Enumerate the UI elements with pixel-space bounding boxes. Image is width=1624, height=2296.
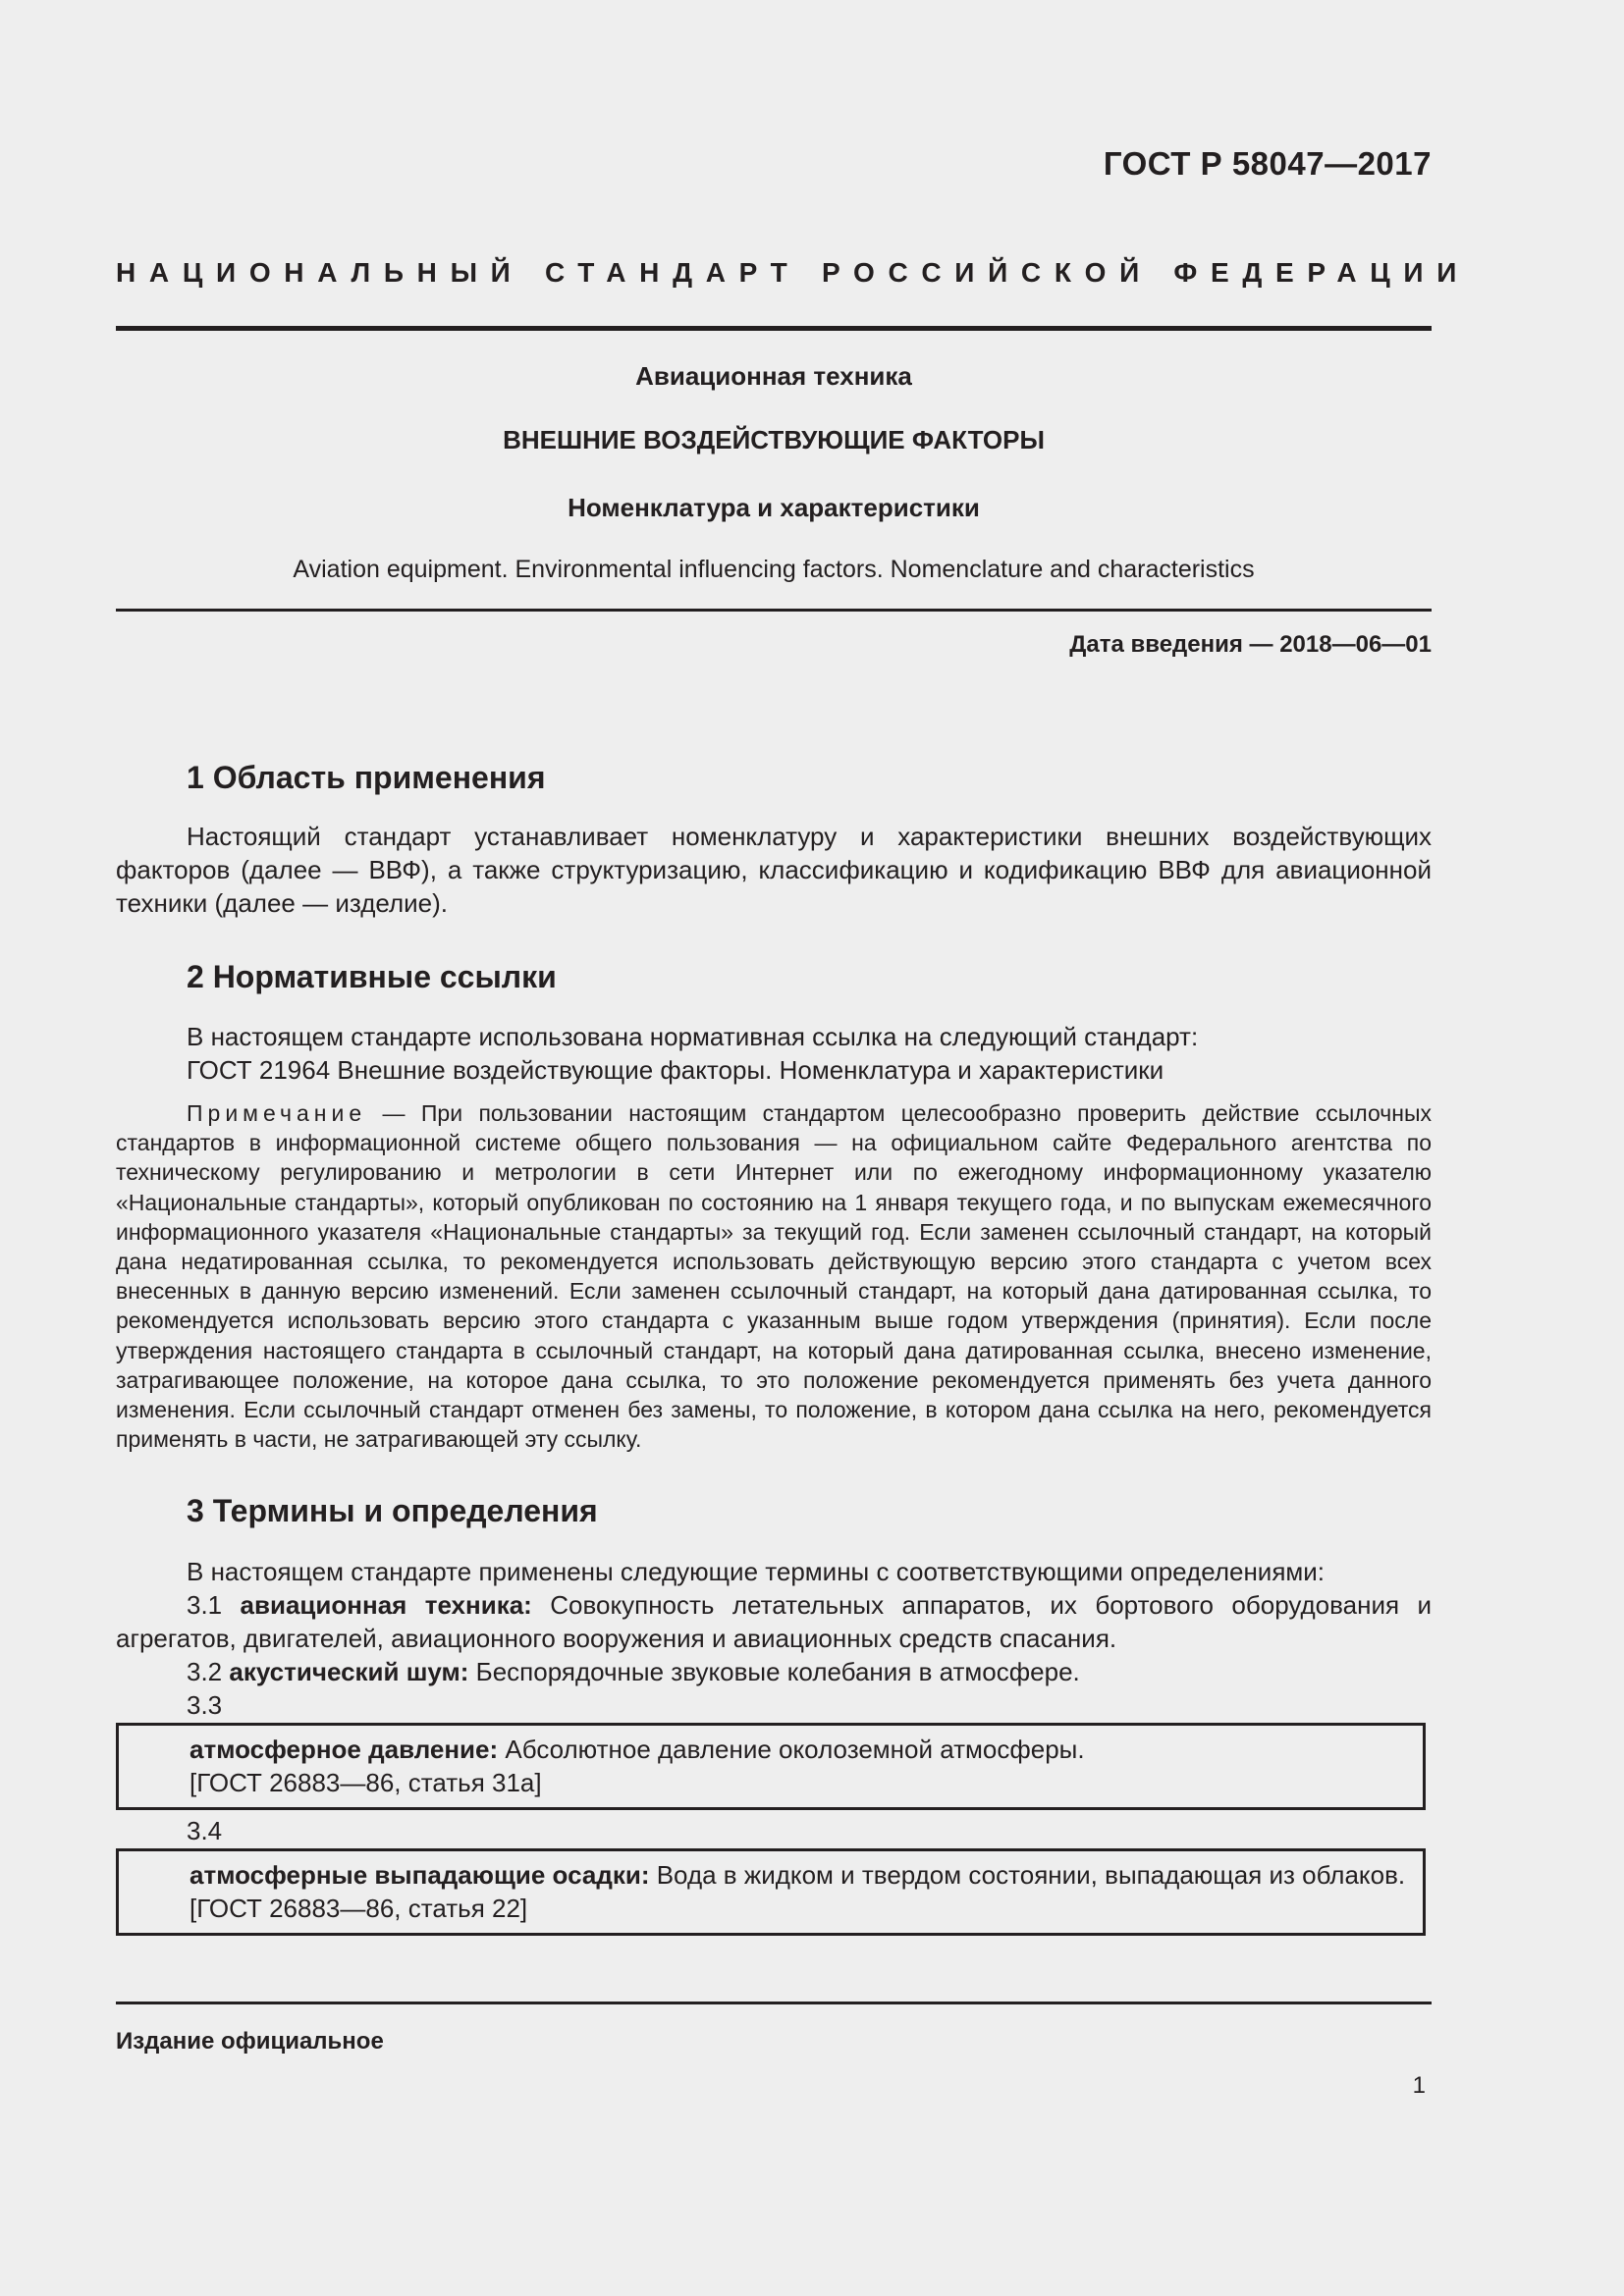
term-name: авиационная техника: bbox=[240, 1590, 532, 1620]
term-3-4-body bbox=[189, 1858, 1409, 1892]
section-2-intro: В настоящем стандарте использована нормативная ссылка на следующий стандарт: bbox=[187, 1022, 1199, 1051]
term-3-3-box bbox=[116, 1723, 1426, 1810]
title-divider bbox=[116, 609, 1432, 612]
term-definition: Совокупность летательных аппаратов, их бортового оборудования и агрегатов, двигателей, авиационного вооружения и авиационных средств спасания. bbox=[116, 1590, 1432, 1653]
title-subtitle: Номенклатура и характеристики bbox=[568, 493, 980, 522]
term-3-3-body bbox=[189, 1733, 1409, 1766]
section-2-reference: ГОСТ 21964 Внешние воздействующие факторы. Номенклатура и характеристики bbox=[187, 1055, 1164, 1085]
header-divider bbox=[116, 326, 1432, 331]
term-3-1 bbox=[116, 1588, 1432, 1655]
section-3-intro: В настоящем стандарте применены следующие термины с соответствующими определениями: bbox=[187, 1557, 1326, 1586]
term-definition: Абсолютное давление околоземной атмосферы. bbox=[498, 1735, 1085, 1764]
section-3-heading: 3 Термины и определения bbox=[187, 1493, 598, 1528]
section-1-heading: 1 Область применения bbox=[187, 760, 546, 795]
term-definition: Вода в жидком и твердом состоянии, выпадающая из облаков. bbox=[649, 1860, 1406, 1890]
page-number: 1 bbox=[1412, 2072, 1426, 2099]
official-edition-label: Издание официальное bbox=[116, 2028, 384, 2055]
section-1-text: Настоящий стандарт устанавливает номенклатуру и характеристики внешних воздействующих факторов (далее — ВВФ), а также структуризацию, классификацию и кодификацию ВВФ для авиационной техники (далее — изделие). bbox=[116, 822, 1432, 918]
national-standard-banner: НАЦИОНАЛЬНЫЙ СТАНДАРТ РОССИЙСКОЙ ФЕДЕРАЦИИ bbox=[116, 257, 1471, 288]
note-text: — При пользовании настоящим стандартом целесообразно проверить действие ссылочных стандартов в информационной системе общего пользования — на официальном сайте Федерального агентства по техническому регулированию и метрологии в сети Интернет или по ежегодному информационному указателю «Национальные стандарты», который опубликован по состоянию на 1 января текущего года, и по выпускам ежемесячного информационного указателя «Национальные стандарты» за текущий год. Если заменен ссылочный стандарт, на который дана недатированная ссылка, то рекомендуется использовать действующую версию этого стандарта с учетом всех внесенных в данную версию изменений. Если заменен ссылочный стандарт, на который дана датированная ссылка, то рекомендуется использовать версию этого стандарта с указанным выше годом утверждения (принятия). Если после утверждения настоящего стандарта в ссылочный стандарт, на который дана датированная ссылка, внесено изменение, затрагивающее положение, на которое дана ссылка, то это положение рекомендуется применять без учета данного изменения. Если ссылочный стандарт отменен без замены, то положение, в котором дана ссылка на него, рекомендуется применять в части, не затрагивающей эту ссылку. bbox=[116, 1100, 1432, 1453]
term-3-4-box bbox=[116, 1848, 1426, 1936]
term-number: 3.1 bbox=[187, 1590, 223, 1620]
term-name: акустический шум: bbox=[229, 1657, 469, 1686]
footer-divider bbox=[116, 2002, 1432, 2004]
term-name: атмосферные выпадающие осадки: bbox=[189, 1860, 650, 1890]
title-category: Авиационная техника bbox=[635, 361, 912, 391]
term-source: [ГОСТ 26883—86, статья 31а] bbox=[189, 1768, 542, 1797]
note-label: Примечание bbox=[187, 1100, 367, 1126]
document-page bbox=[116, 0, 1471, 2296]
document-code: ГОСТ Р 58047—2017 bbox=[1103, 145, 1432, 182]
term-3-2 bbox=[187, 1655, 1080, 1688]
term-name: атмосферное давление: bbox=[189, 1735, 499, 1764]
section-2-note bbox=[116, 1098, 1432, 1454]
title-main: ВНЕШНИЕ ВОЗДЕЙСТВУЮЩИЕ ФАКТОРЫ bbox=[503, 425, 1045, 454]
introduction-date: Дата введения — 2018—06—01 bbox=[1069, 631, 1432, 658]
term-3-3-number: 3.3 bbox=[187, 1690, 223, 1720]
section-2-heading: 2 Нормативные ссылки bbox=[187, 959, 557, 994]
term-source: [ГОСТ 26883—86, статья 22] bbox=[189, 1894, 528, 1923]
term-number: 3.2 bbox=[187, 1657, 223, 1686]
title-english: Aviation equipment. Environmental influencing factors. Nomenclature and characteristics bbox=[293, 556, 1255, 583]
term-definition: Беспорядочные звуковые колебания в атмосфере. bbox=[468, 1657, 1080, 1686]
term-3-4-number: 3.4 bbox=[187, 1816, 223, 1845]
